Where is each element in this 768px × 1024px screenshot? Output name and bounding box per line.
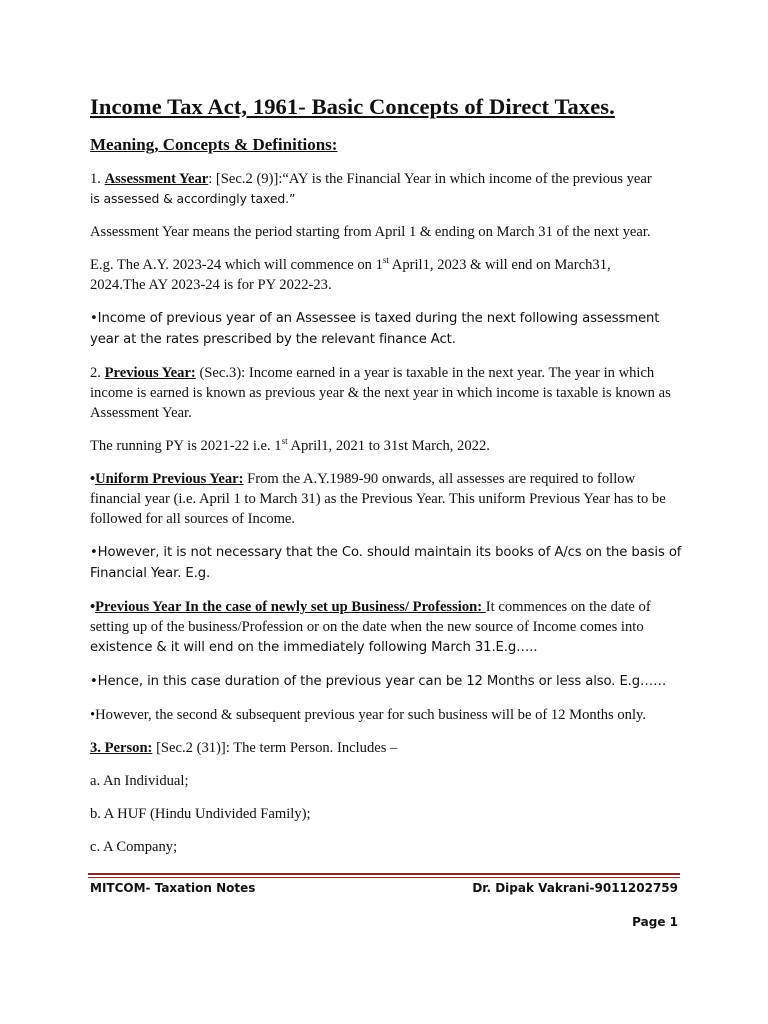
- previous-year-term: Previous Year:: [104, 365, 196, 381]
- section-heading: Meaning, Concepts & Definitions:: [90, 135, 338, 154]
- example-text: E.g. The A.Y. 2023-24 which will commence on 1: [90, 257, 383, 273]
- footer-course: MITCOM- Taxation Notes: [90, 881, 256, 895]
- superscript: st: [281, 436, 288, 447]
- running-py-paragraph: [90, 436, 684, 456]
- document-body: [90, 92, 684, 857]
- assessment-year-example: [90, 255, 684, 295]
- person-text: [Sec.2 (31)]: The term Person. Includes –: [152, 740, 398, 756]
- list-item: a. An Individual;: [90, 773, 189, 789]
- document-title: Income Tax Act, 1961- Basic Concepts of Direct Taxes.: [90, 94, 615, 119]
- footer-divider-thin: [88, 877, 680, 878]
- bullet: •: [90, 471, 96, 487]
- item-number: 1.: [90, 171, 105, 187]
- superscript: st: [382, 255, 389, 266]
- uniform-previous-year-text: From the A.Y.1989-90 onwards, all assesses are required to follow financial year (i.e. April 1 to March 31) as the Previous Year. This uniform Previous Year has to be followed for all sources of Income.: [90, 471, 666, 527]
- footer-author: Dr. Dipak Vakrani-9011202759: [472, 881, 678, 895]
- duration-paragraph: [90, 671, 684, 692]
- list-item: c. A Company;: [90, 839, 178, 855]
- example-text-line2: 2024.The AY 2023-24 is for PY 2022-23.: [90, 277, 332, 293]
- running-py-text-cont: April1, 2021 to 31st March, 2022.: [287, 438, 490, 454]
- new-business-paragraph: [90, 597, 684, 658]
- running-py-text: The running PY is 2021-22 i.e. 1: [90, 438, 282, 454]
- assessment-year-paragraph: [90, 169, 684, 209]
- page-number: Page 1: [632, 915, 678, 929]
- assessment-year-definition: : [Sec.2 (9)]:“AY is the Financial Year in which income of the previous year: [208, 171, 652, 187]
- income-taxed-paragraph: [90, 308, 684, 350]
- books-of-accounts-paragraph: [90, 542, 684, 584]
- person-term: 3. Person:: [90, 740, 153, 756]
- uniform-previous-year-paragraph: [90, 469, 684, 529]
- new-business-term: Previous Year In the case of newly set up Business/ Profession:: [95, 599, 486, 615]
- list-item: b. A HUF (Hindu Undivided Family);: [90, 806, 311, 822]
- subsequent-year-paragraph: •However, the second & subsequent previous year for such business will be of 12 Months only.: [90, 707, 647, 723]
- uniform-previous-year-term: Uniform Previous Year:: [95, 471, 244, 487]
- example-text-cont: April1, 2023 & will end on March31,: [388, 257, 611, 273]
- assessment-year-meaning: Assessment Year means the period starting from April 1 & ending on March 31 of the next year.: [90, 224, 651, 240]
- books-of-accounts-text: •However, it is not necessary that the Co. should maintain its books of A/cs on the basis of Financial Year. E.g.: [90, 545, 682, 581]
- footer-divider: [88, 873, 680, 875]
- bullet: •: [90, 599, 96, 615]
- new-business-text-line3: existence & it will end on the immediately following March 31.E.g…..: [90, 640, 538, 655]
- person-paragraph: [90, 738, 684, 758]
- previous-year-paragraph: [90, 363, 684, 423]
- previous-year-text: (Sec.3): Income earned in a year is taxable in the next year. The year in which income is earned is known as previous year & the next year in which income is taxable is known as Assessment Year.: [90, 365, 671, 421]
- duration-text: •Hence, in this case duration of the previous year can be 12 Months or less also. E.g……: [90, 674, 667, 689]
- assessment-year-term: Assessment Year: [104, 171, 209, 187]
- income-taxed-text: •Income of previous year of an Assessee is taxed during the next following assessment year at the rates prescribed by the relevant finance Act.: [90, 311, 660, 347]
- item-number: 2.: [90, 365, 105, 381]
- new-business-text: It commences on the date of setting up of the business/Profession or on the date when the new source of Income comes into: [90, 599, 651, 635]
- assessment-year-definition-cont: is assessed & accordingly taxed.”: [90, 191, 296, 206]
